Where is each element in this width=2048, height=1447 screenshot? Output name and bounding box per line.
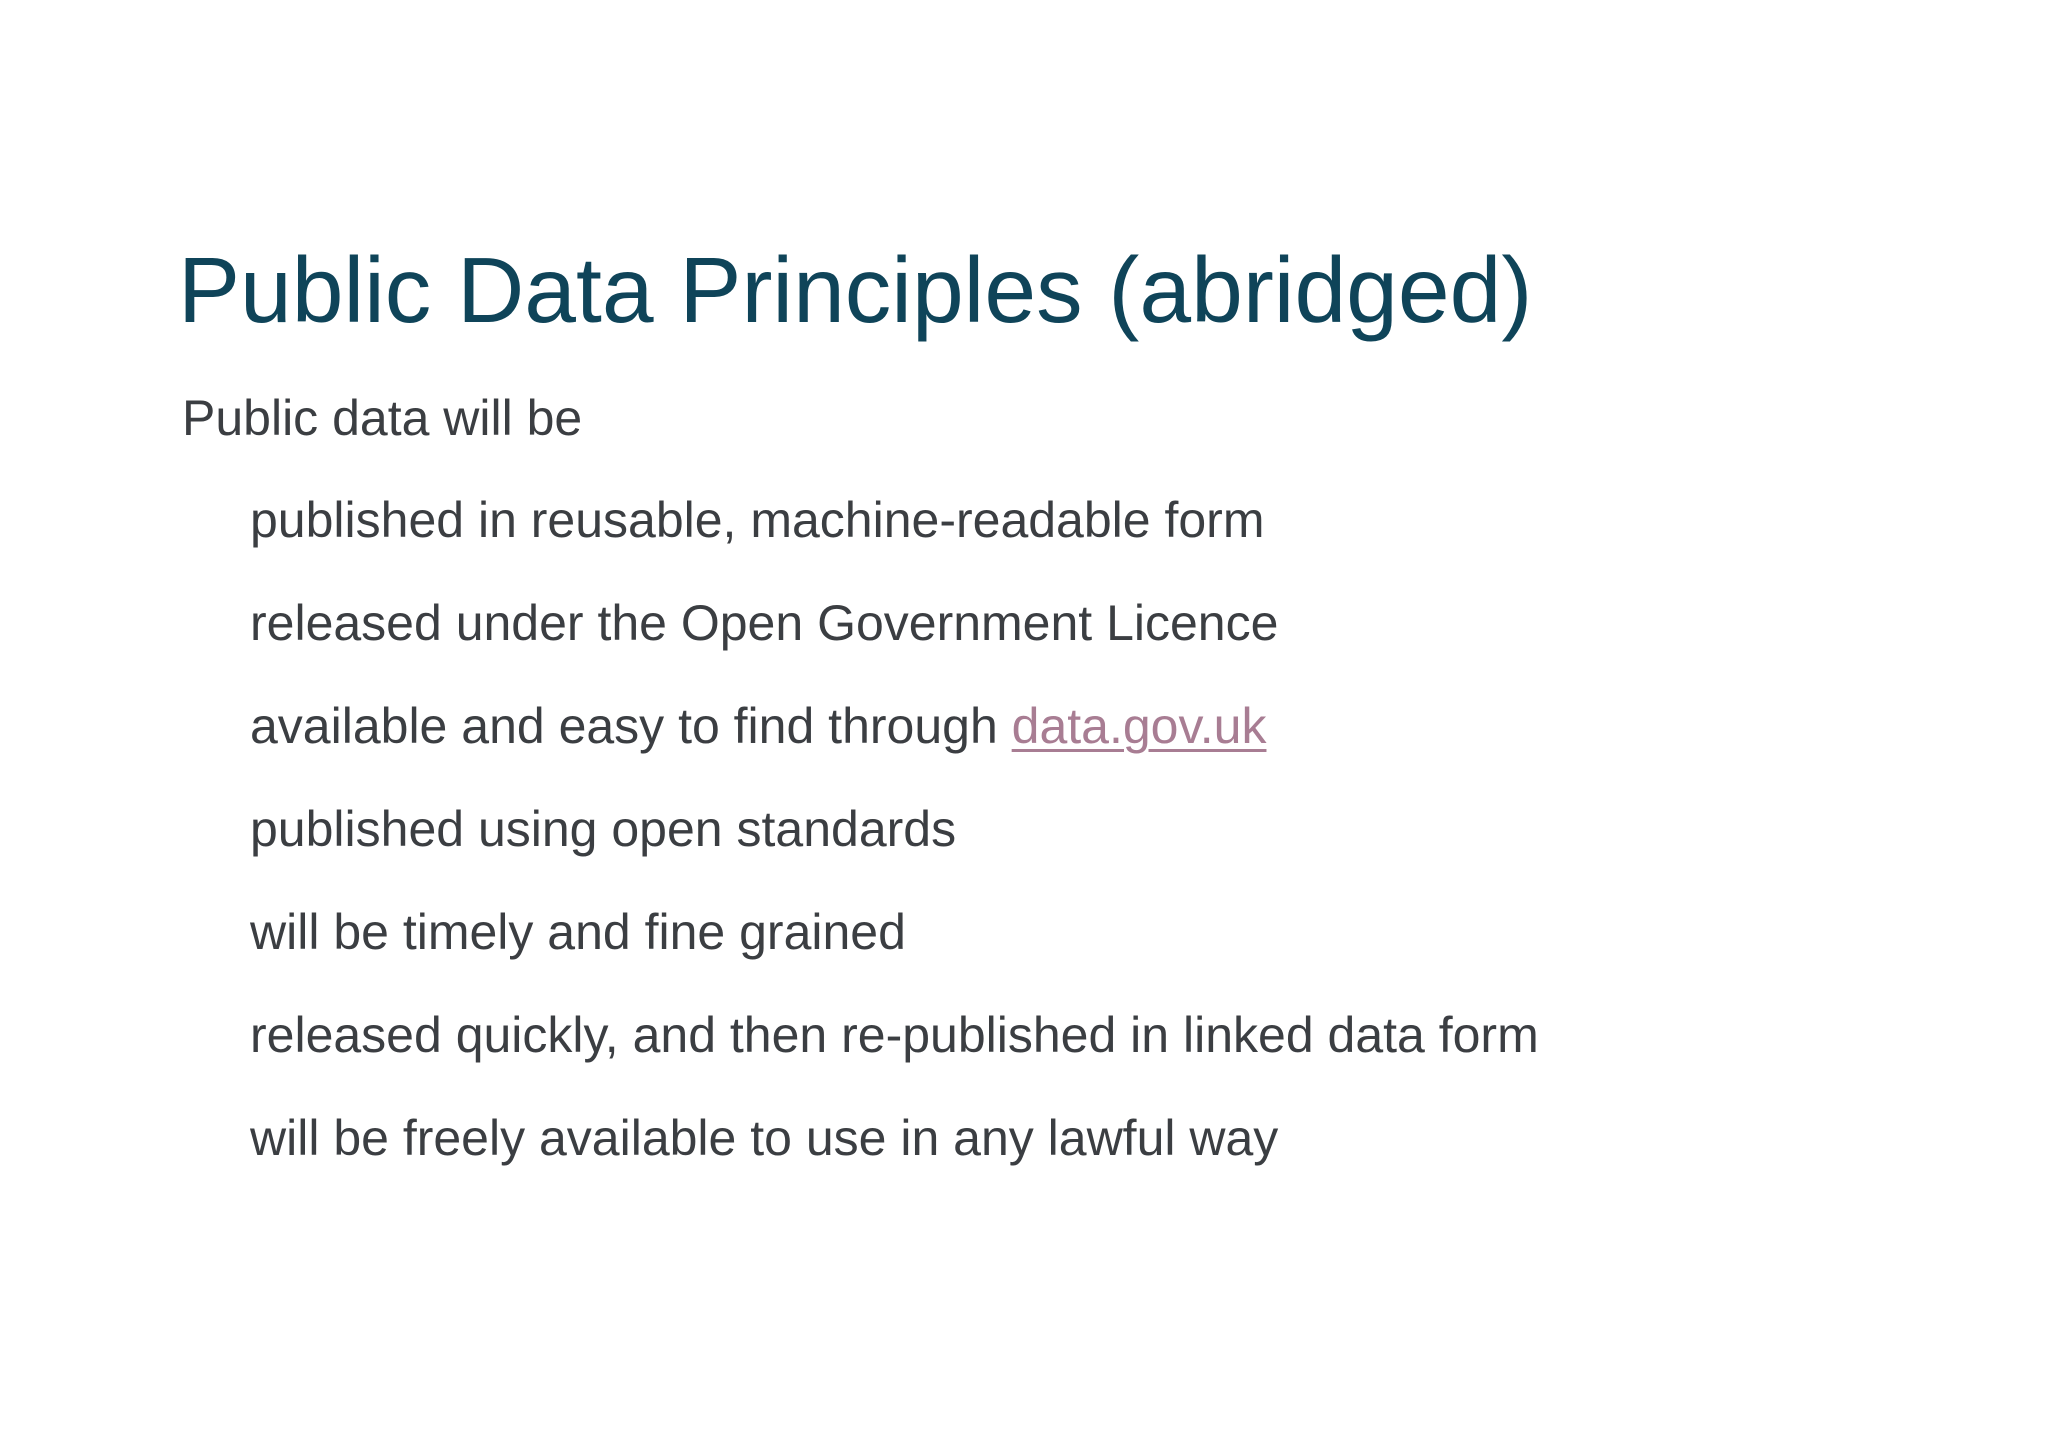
list-item — [250, 799, 1539, 902]
list-item — [250, 696, 1539, 799]
intro-text: Public data will be — [182, 390, 583, 446]
list-item-text: released quickly, and then re-published in linked data form — [250, 1007, 1539, 1063]
list-item — [250, 902, 1539, 1005]
data-gov-uk-link[interactable]: data.gov.uk — [1011, 698, 1267, 754]
list-item-text: will be freely available to use in any lawful way — [250, 1110, 1279, 1166]
list-item-text: available and easy to find through — [250, 698, 1012, 754]
list-item — [250, 1005, 1539, 1108]
list-item-text: will be timely and fine grained — [250, 904, 906, 960]
list-item-text: published in reusable, machine-readable form — [250, 492, 1265, 548]
list-item — [250, 1108, 1539, 1211]
list-item-text: published using open standards — [250, 801, 957, 857]
list-item — [250, 593, 1539, 696]
list-item-text: released under the Open Government Licence — [250, 595, 1279, 651]
principles-list — [250, 490, 1539, 1211]
slide-title: Public Data Principles (abridged) — [178, 238, 1533, 342]
list-item — [250, 490, 1539, 593]
